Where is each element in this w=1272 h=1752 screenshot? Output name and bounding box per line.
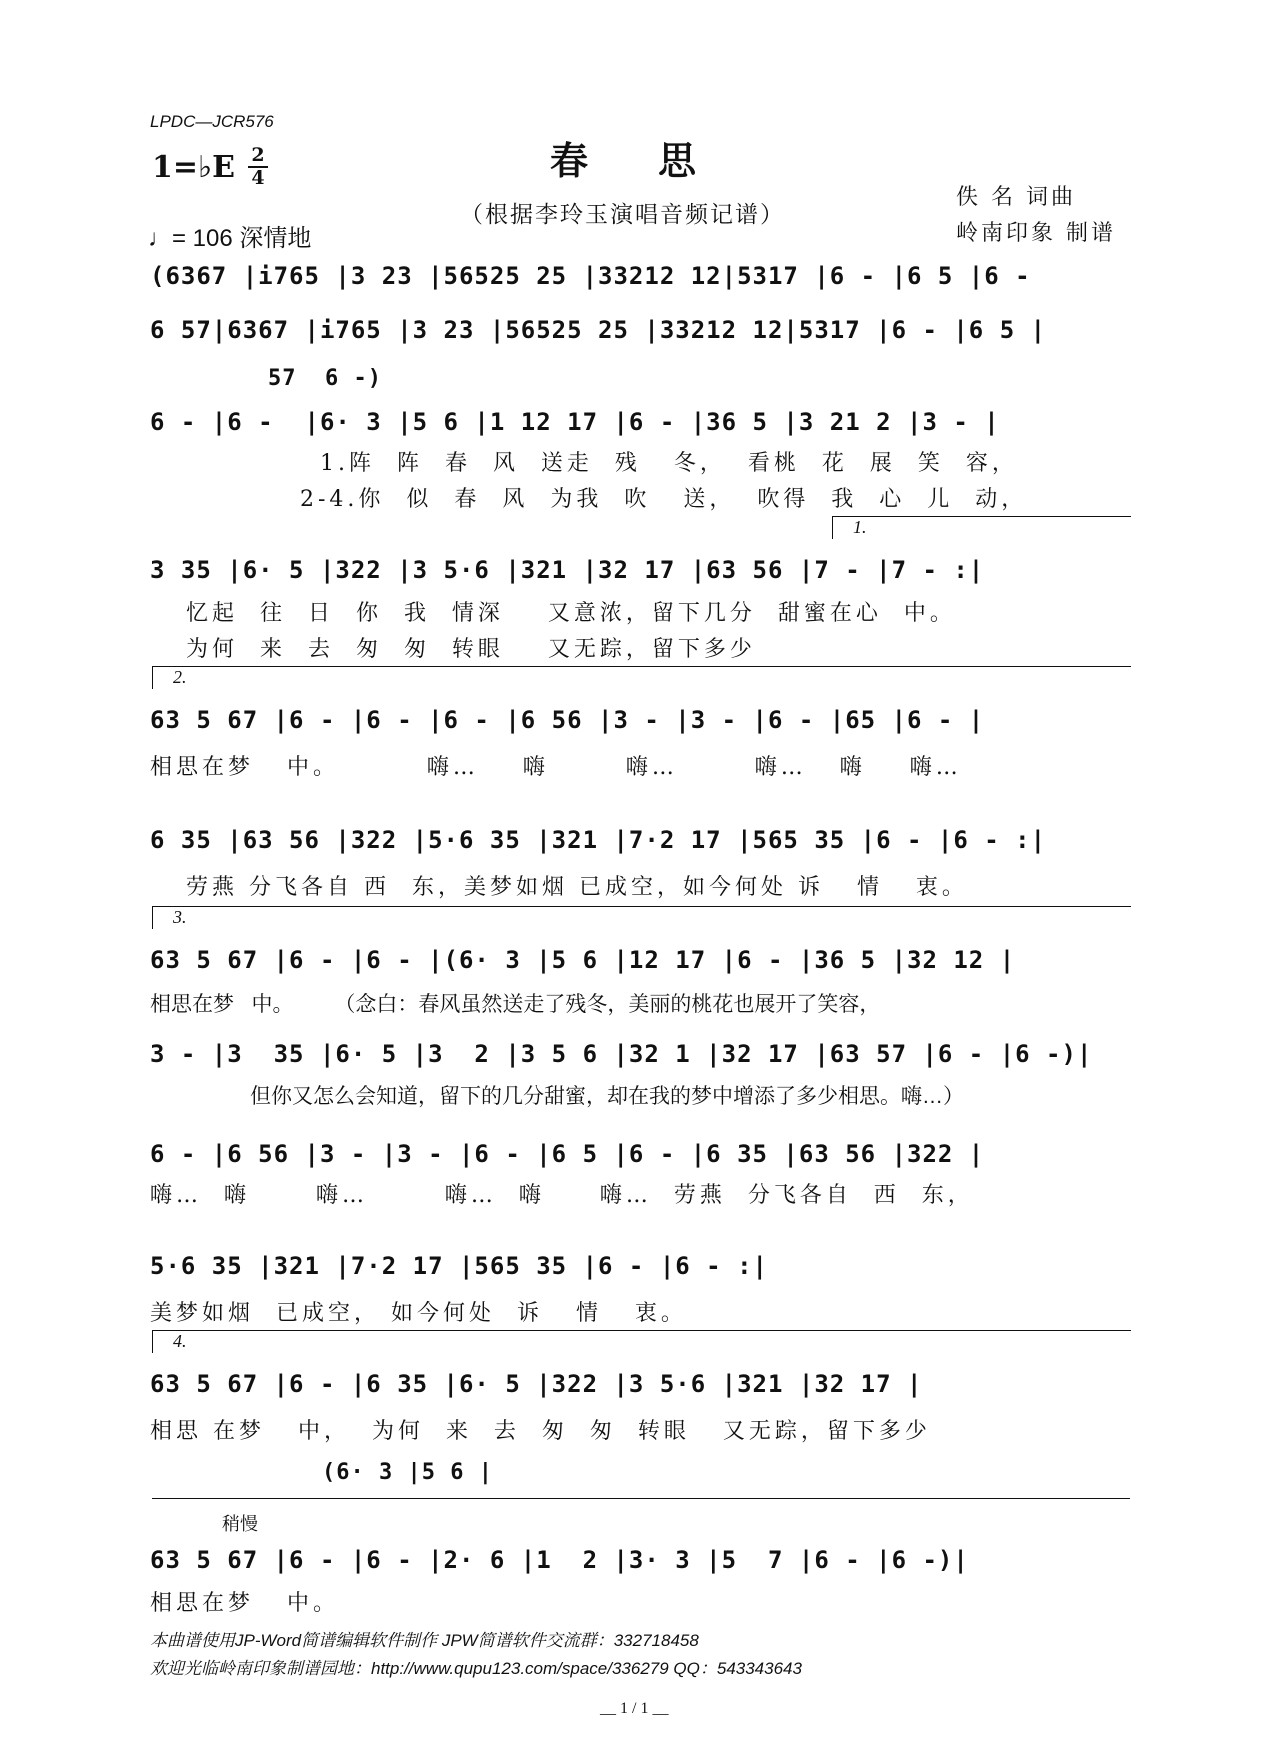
score-code: LPDC—JCR576	[150, 112, 274, 131]
tempo-marking: ♩= 106 深情地	[148, 225, 312, 252]
lyric-line-11: 相思 在梦 中， 为何 来 去 匆 匆 转眼 又无踪，留下多少	[150, 1419, 931, 1444]
volta-1	[832, 516, 1131, 539]
staff-line-8: 3 - |3 35 |6· 5 |3 2 |3 5 6 |32 1 |32 17 |63 57 |6 - |6 -)|	[150, 1040, 1093, 1068]
staff-line-11-instrumental: (6· 3 |5 6 |	[322, 1460, 493, 1485]
lyric-line-10: 美梦如烟 已成空， 如今何处 诉 情 衷。	[150, 1301, 687, 1326]
lyric-line-9: 嗨… 嗨 嗨… 嗨… 嗨 嗨… 劳燕 分飞各自 西 东，	[150, 1183, 974, 1208]
staff-line-3-upper: 57 6 -)	[268, 366, 382, 391]
staff-line-2: 6 57|6367 |i765 |3 23 |56525 25 |33212 12|5317 |6 - |6 5 |	[150, 316, 1047, 344]
footer-line-2: 欢迎光临岭南印象制谱园地：http://www.qupu123.com/space/336279 QQ：543343643	[150, 1659, 802, 1678]
time-top: 2	[251, 144, 265, 166]
staff-line-12: 63 5 67 |6 - |6 - |2· 6 |1 2 |3· 3 |5 7 |6 - |6 -)|	[150, 1546, 969, 1574]
key-signature: 1=♭E	[152, 150, 236, 185]
volta-2-label: 2.	[173, 667, 187, 687]
footer-line-1: 本曲谱使用JP-Word简谱编辑软件制作 JPW简谱软件交流群：332718458	[150, 1631, 699, 1650]
page-number: __ 1 / 1 __	[600, 1700, 669, 1717]
staff-line-6: 6 35 |63 56 |322 |5·6 35 |321 |7·2 17 |565 35 |6 - |6 - :|	[150, 826, 1047, 854]
staff-line-7: 63 5 67 |6 - |6 - |(6· 3 |5 6 |12 17 |6 - |36 5 |32 12 |	[150, 946, 1016, 974]
lyric-line-12: 相思在梦 中。	[150, 1591, 339, 1616]
staff-line-9: 6 - |6 56 |3 - |3 - |6 - |6 5 |6 - |6 35 |63 56 |322 |	[150, 1140, 985, 1168]
staff-line-1: (6367 |i765 |3 23 |56525 25 |33212 12|5317 |6 - |6 5 |6 -	[150, 262, 1031, 290]
volta-3-label: 3.	[173, 907, 187, 927]
lyric-line-5: 相思在梦 中。 嗨… 嗨 嗨… 嗨… 嗨 嗨…	[150, 755, 962, 780]
subtitle: （根据李玲玉演唱音频记谱）	[460, 202, 785, 228]
lyric-line-4a: 忆起 往 日 你 我 情深 又意浓，留下几分 甜蜜在心 中。	[186, 601, 956, 626]
lyric-line-7: 相思在梦 中。 （念白：春风虽然送走了残冬，美丽的桃花也展开了笑容，	[150, 993, 881, 1016]
lyric-verse-2-4: 2-4.你 似 春 风 为我 吹 送， 吹得 我 心 儿 动，	[300, 487, 1028, 512]
volta-1-label: 1.	[853, 517, 867, 537]
page-title: 春思	[550, 138, 767, 183]
time-bottom: 4	[251, 167, 265, 189]
volta-4	[152, 1330, 1131, 1353]
staff-line-4: 3 35 |6· 5 |322 |3 5·6 |321 |32 17 |63 56 |7 - |7 - :|	[150, 556, 985, 584]
volta-2	[152, 666, 1131, 689]
lyric-line-8: 但你又怎么会知道，留下的几分甜蜜，却在我的梦中增添了多少相思。嗨…）	[250, 1085, 964, 1108]
lyric-line-4b: 为何 来 去 匆 匆 转眼 又无踪，留下多少	[186, 637, 756, 662]
staff-line-5: 63 5 67 |6 - |6 - |6 - |6 56 |3 - |3 - |6 - |65 |6 - |	[150, 706, 985, 734]
time-signature	[248, 146, 268, 188]
staff-line-10: 5·6 35 |321 |7·2 17 |565 35 |6 - |6 - :|	[150, 1252, 768, 1280]
ending-line	[152, 1498, 1130, 1499]
lyric-line-6: 劳燕 分飞各自 西 东，美梦如烟 已成空，如今何处 诉 情 衷。	[186, 875, 968, 900]
staff-line-3: 6 - |6 - |6· 3 |5 6 |1 12 17 |6 - |36 5 |3 21 2 |3 - |	[150, 408, 1000, 436]
lyric-verse-1: 1.阵 阵 春 风 送走 残 冬， 看桃 花 展 笑 容，	[320, 451, 1018, 476]
credit-words: 佚 名 词曲	[956, 185, 1076, 210]
credit-score: 岭南印象 制谱	[956, 221, 1116, 246]
tempo-change: 稍慢	[222, 1514, 258, 1534]
volta-3	[152, 906, 1131, 929]
staff-line-11: 63 5 67 |6 - |6 35 |6· 5 |322 |3 5·6 |321 |32 17 |	[150, 1370, 923, 1398]
volta-4-label: 4.	[173, 1331, 187, 1351]
